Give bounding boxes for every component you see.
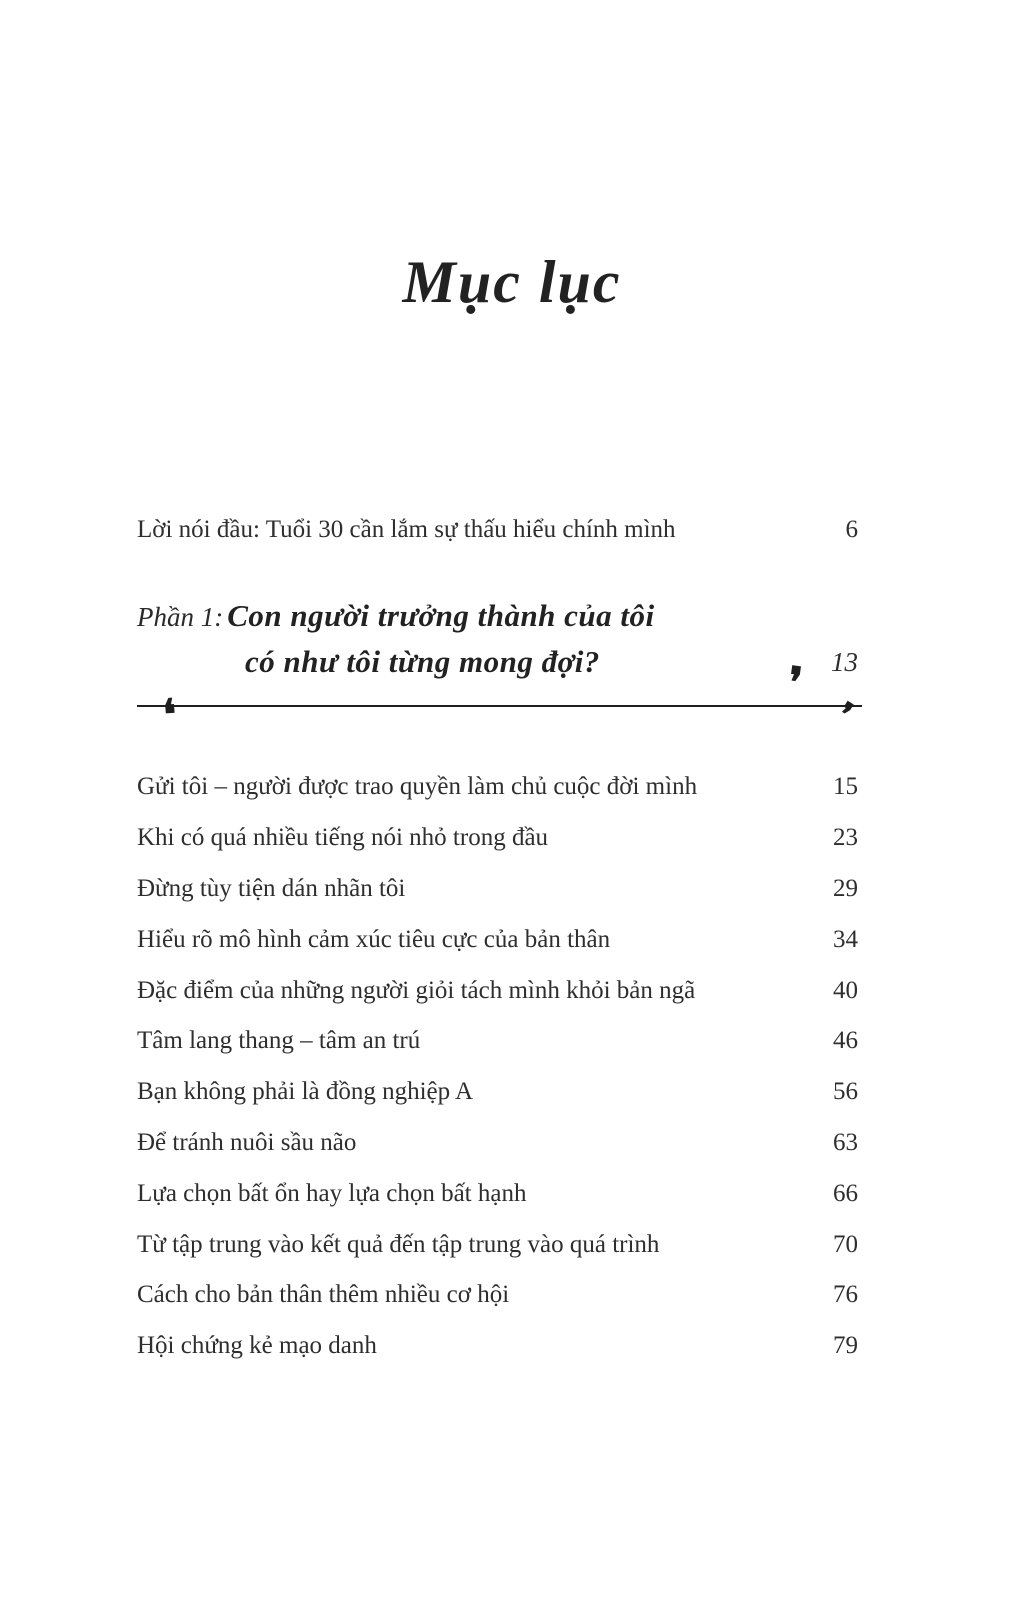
chapter-page-number: 70: [833, 1230, 858, 1258]
chapter-page-number: 15: [833, 773, 858, 801]
toc-row: [137, 762, 858, 813]
part-page-number: 13: [831, 647, 858, 677]
toc-row: [137, 813, 858, 864]
toc-row: [137, 1067, 858, 1118]
part-title-text2: có như tôi từng mong đợi?: [245, 644, 600, 679]
part-title-lines: [137, 598, 831, 680]
chapter-title: Lựa chọn bất ổn hay lựa chọn bất hạnh: [137, 1179, 527, 1207]
part-heading: [137, 598, 858, 680]
flourish-mark-icon: ❛: [161, 689, 179, 740]
toc-row: [137, 864, 858, 915]
toc-row: [137, 1016, 858, 1067]
page-title: Mục lục: [402, 249, 622, 315]
chapter-page-number: 40: [833, 976, 858, 1004]
toc-row: [137, 1118, 858, 1169]
chapter-page-number: 23: [833, 824, 858, 852]
chapter-title: Đừng tùy tiện dán nhãn tôi: [137, 874, 406, 902]
chapter-page-number: 79: [833, 1332, 858, 1360]
chapter-title: Từ tập trung vào kết quả đến tập trung vào quá trình: [137, 1230, 660, 1258]
chapter-title: Tâm lang thang – tâm an trú: [137, 1027, 421, 1055]
part-prefix: Phần 1:: [137, 602, 224, 632]
toc-row: [137, 1219, 858, 1270]
chapter-page-number: 63: [833, 1128, 858, 1156]
toc-row: [137, 965, 858, 1016]
chapter-title: Bạn không phải là đồng nghiệp A: [137, 1078, 474, 1106]
preface-page-number: 6: [845, 516, 858, 543]
chapter-title: Đặc điểm của những người giỏi tách mình khỏi bản ngã: [137, 976, 696, 1004]
flourish-mark-icon: ❜: [828, 695, 859, 735]
chapter-page-number: 66: [833, 1179, 858, 1207]
part-title-line1: [137, 598, 831, 634]
toc-row: [137, 1168, 858, 1219]
chapter-page-number: 56: [833, 1078, 858, 1106]
flourish-mark-icon: ❜: [784, 657, 805, 708]
divider-rule: [137, 705, 862, 707]
chapter-title: Cách cho bản thân thêm nhiều cơ hội: [137, 1281, 510, 1309]
toc-row: [137, 914, 858, 965]
part-title-text1: Con người trưởng thành của tôi: [227, 598, 655, 633]
chapter-list: [137, 762, 858, 1372]
chapter-title: Khi có quá nhiều tiếng nói nhỏ trong đầu: [137, 824, 549, 852]
chapter-page-number: 29: [833, 874, 858, 902]
toc-row: [137, 1321, 858, 1372]
chapter-page-number: 76: [833, 1281, 858, 1309]
chapter-title: Hội chứng kẻ mạo danh: [137, 1332, 377, 1360]
chapter-page-number: 34: [833, 925, 858, 953]
chapter-title: Để tránh nuôi sầu não: [137, 1128, 357, 1156]
chapter-title: Hiểu rõ mô hình cảm xúc tiêu cực của bản thân: [137, 925, 611, 953]
chapter-page-number: 46: [833, 1027, 858, 1055]
preface-entry: [137, 515, 858, 545]
toc-row: [137, 1270, 858, 1321]
chapter-title: Gửi tôi – người được trao quyền làm chủ cuộc đời mình: [137, 773, 698, 801]
preface-title: Lời nói đầu: Tuổi 30 cần lắm sự thấu hiểu chính mình: [137, 516, 676, 543]
